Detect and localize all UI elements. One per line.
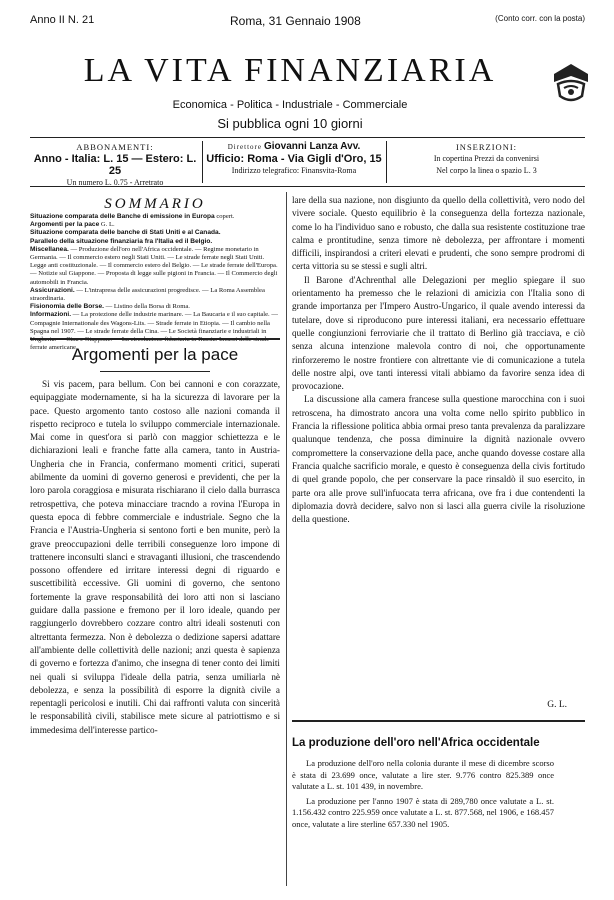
masthead-publication: Si pubblica ogni 10 giorni xyxy=(217,116,363,131)
telegraph-address: Indirizzo telegrafico: Finansvita-Roma xyxy=(231,166,357,175)
article-title: Argomenti per la pace xyxy=(71,345,239,364)
oro-title: La produzione dell'oro nell'Africa occidentale xyxy=(292,737,540,749)
article-paragraph: La discussione alla camera francese sulla questione marocchina con i suoi retroscena, ha dimostrato ancora una volta come nello spirito pubblico in Francia la riflessione politica abbia ormai preso tanta prevalenza da paralizzare qualunque tendenza, che possa diminuire la dignità nazionale ovvero compromettere la conservazione della pace, anche quando dovesse costare alla Francia qualche sacrificio morale, e questo è conseguenza della civis fortitudo di quel grande popolo, che per conservare la pace rinsaldò il suo esercito, in parte ora alle prove sull'infuocata terra africana, ove fra i due contendenti la diplomazia dovrà decidere, salvo non si lasci alla guerra civile la risoluzione della questione. xyxy=(292,394,585,525)
masthead-subtitle: Economica - Politica - Industriale - Commerciale xyxy=(172,99,408,111)
oro-body xyxy=(292,758,554,833)
summary-entry xyxy=(30,229,280,237)
summary-entry xyxy=(30,221,280,229)
summary-entry-head: Fisionomia delle Borse. xyxy=(30,303,105,311)
summary-rule xyxy=(30,338,280,340)
summary-entry xyxy=(30,213,280,221)
header-rule-bottom xyxy=(30,186,585,187)
article-signature: G. L. xyxy=(547,700,567,710)
summary-entry-text: G. L. xyxy=(99,221,115,229)
oro-paragraph: La produzione per l'anno 1907 è stata di 289,780 once valutate a L. st. 1.156.432 contro 225.959 once valutate a L. st. 877.568, nel 1906, e 168.457 once, valutate a lire sterline 657.330 nel 1905. xyxy=(292,795,554,829)
box-divider xyxy=(386,141,387,183)
article-paragraph: lare della sua nazione, non disgiunto da quello della collettività, vero nodo del vivere sociale. Questo equilibrio è la conseguenza della fortezza nazionale, come lo ha l'individuo sano e robusto, che dalla sua resistente costituzione trae calma e prontitudine, senza timore nè debolezza, per affrontare i momenti difficili, inspirandosi a criteri elevati e prudenti, che sono sempre prodromi di certa vittoria su se stessi e sugli altri. xyxy=(292,195,585,272)
oro-paragraph: La produzione dell'oro nella colonia durante il mese di dicembre scorso è stata di 23.699 once, valutate a lire ster. 9.776 contro 825.389 once valutate a L. st. 101 439, in novembre. xyxy=(292,758,554,791)
editor-label: Direttore xyxy=(227,143,262,151)
masthead-title: LA VITA FINANZIARIA xyxy=(83,52,497,89)
summary-title: SOMMARIO xyxy=(104,196,206,212)
issue-number: Anno II N. 21 xyxy=(30,14,95,26)
summary-entry-head: Argomenti per la pace xyxy=(30,221,100,229)
box-divider xyxy=(202,141,203,183)
subscriptions-label: ABBONAMENTI: xyxy=(76,142,154,152)
subscriptions-prices: Anno - Italia: L. 15 — Estero: L. 25 xyxy=(33,153,197,177)
subscriptions-box xyxy=(30,141,200,189)
summary-entry xyxy=(30,287,280,303)
summary-entry-head: Assicurazioni. xyxy=(30,286,75,294)
summary-entry-head: Parallelo della situazione finanziaria fra l'Italia ed il Belgio. xyxy=(30,237,213,245)
summary-entry xyxy=(30,303,280,311)
advertising-body: Nel corpo la linea o spazio L. 3 xyxy=(436,166,537,175)
header-rule-top xyxy=(30,137,585,138)
office-address: Ufficio: Roma - Via Gigli d'Oro, 15 xyxy=(206,153,382,165)
summary-list xyxy=(30,213,280,352)
title-underline xyxy=(100,371,210,372)
advertising-label: INSERZIONI: xyxy=(455,142,518,152)
advertising-box xyxy=(388,141,585,177)
summary-entry-text: — La protezione delle industrie marinare. — La Baucaria e il suo capitale. — Compagnie Internationale des Wagons-Lits. — Strade ferrate in Etiopia. — Il cambio nella Spagna nel 1907. — Le strade ferrate della Cina. — Le Società finanziarie e industriali in Ungheria. — Cina e Giappone. — La circolazione fiduciaria in Russia. Incassi delle strade ferrate americane. xyxy=(30,311,278,352)
oro-rule xyxy=(292,720,585,722)
summary-entry-head: Miscellanea. xyxy=(30,245,69,253)
advertising-cover: In copertina Prezzi da convenirsi xyxy=(433,154,540,163)
article-left-column xyxy=(30,378,280,737)
summary-entry-text: copert. xyxy=(214,213,235,220)
summary-entry-text: — L'intrapresa delle assicurazioni progredisce. — La Roma Assemblea straordinaria. xyxy=(30,286,265,303)
postal-note: (Conto corr. con la posta) xyxy=(495,14,585,23)
article-paragraph: Il Barone d'Achrenthal alle Delegazioni per meglio spiegare il suo orientamento ha premesso che le relazioni di amicizia con l'Italia sono di grande importanza per l'Impero Austro-Ungarico, il quale avendo interessi da tutelare, dove si riproducono pure interessi italiani, era necessario effettuare quelle congiunzioni ferroviarie che il trattato di Berlino già tracciava, e ciò senza alcuna intenzione malevola contro di noi, che opportunamente rinforzeremo le nostre frontiere con altrettante vie di comunicazione a tutela delle nostre alpi, ove tanti interessi vitali abbiamo da favorire senza idea di provocazione. xyxy=(292,274,585,392)
column-divider xyxy=(286,192,287,886)
summary-entry-text: — Listino della Borsa di Roma. xyxy=(104,303,190,311)
issue-date: Roma, 31 Gennaio 1908 xyxy=(230,14,361,28)
subscriptions-note: Un numero L. 0.75 - Arretrato xyxy=(66,178,164,187)
summary-entry xyxy=(30,238,280,246)
summary-entry-text: — Produzione dell'oro nell'Africa occidentale. — Regime monetario in Germania. — Il commercio estero negli Stati Uniti. — Le strade ferrate negli Stati Uniti. Legge anti costituzionale. — Il commercio estero del Belgio. — Le strade ferrate dell'Europa. — Notizie sul Giappone. — Proposta di legge sulle pigioni in Francia. — Il Commercio degli automobili in Francia. xyxy=(30,245,278,286)
summary-entry-head: Situazione comparata delle banche di Stati Uniti e al Canada. xyxy=(30,229,221,237)
article-right-column xyxy=(292,194,585,526)
editor-name: Giovanni Lanza Avv. xyxy=(263,141,361,152)
summary-entry-head: Informazioni. xyxy=(30,311,72,319)
summary-entry xyxy=(30,246,280,287)
article-paragraph: Si vis pacem, para bellum. Con bei cannoni e con corazzate, equipaggiate modernamente, si ha la sicurezza di lavorare per la pace. Questo argomento tanto costoso alle nazioni comanda il rispetto reciproco e tutela lo sviluppo commerciale internazionale. Mai come in quest'ora si parlò con maggior schiettezza e le dichiarazioni leali e franche fatte alla camera, tanto in Austria-Ungheria che in Francia, confermano momenti critici, superati abilmente da uomini di governo generosi e previdenti, che per la loro parola coraggiosa e misurata rischiarano il cielo dalla burrasca retrospettiva, che poteva minacciare tracndo a rovina l'Europa in questa epoca di febbre commerciale e industriale. Segno che la Francia e l'Austria-Ungheria si sentono forti e ben munite, però la grave preoccupazioni delle terribili conseguenze loro impone di trattenere inconsulti slanci e stravaganti illusioni, che trascendendo possono offendere ed irritare interessi degni di riguardo e suscettibilità eccessive. Gli uomini di governo, che sentono fortemente la grave responsabilità dei loro atti non si lasciano guidare dalla passione e fremono per il loro ideale, quando per raggiungerlo dovrebbero cozzare contro altri ideali sostenuti con altrettanta fermezza. Non è debolezza o dedizione sapersi adattare all'ambiente delle collettività delle nazioni; anzi questa è sapienza di governo e fortezza d'animo, che insegna di tener conto dei limiti nei quali si sviluppa l'ideale della patria, senza umiliarla nè debolezza, e senza la possibilità di esporre la dignità civile a repentagli pericolosi e inutili. Chi dai raffronti valuta con sincerità le responsabilità civili, stabilisce mete sicure al patriottismo e si immedesima dell'interesse partico- xyxy=(30,379,280,735)
summary-entry-head: Situazione comparata delle Banche di emissione in Europa xyxy=(30,213,215,220)
editor-box xyxy=(204,141,384,177)
crest-logo-icon xyxy=(548,60,594,108)
